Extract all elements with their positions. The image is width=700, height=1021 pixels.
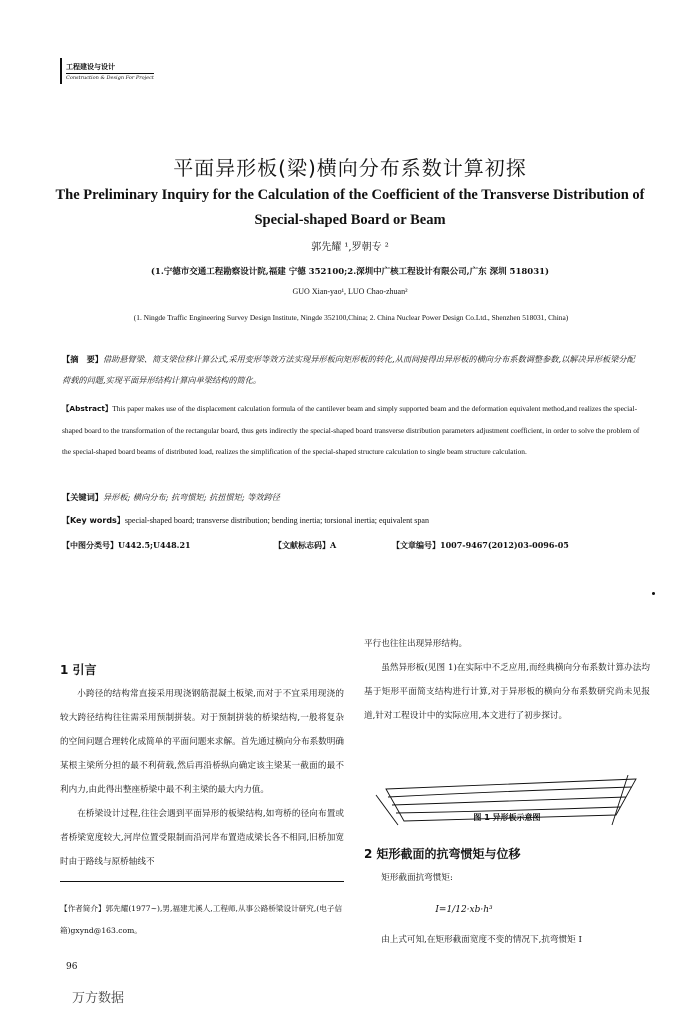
abstract-cn-label: 【摘 要】 — [62, 354, 103, 364]
paper-title-en — [50, 183, 650, 233]
board-line-2 — [392, 797, 626, 805]
footnote-rule — [60, 881, 344, 882]
section1-paragraph1: 小跨径的结构常直接采用现浇钢筋混凝土板梁,而对于不宜采用现浇的较大跨径结构往往需采用预制拼装。对于预制拼装的桥梁结构,一般将复杂的空间问题合理转化成简单的平面问题来求解。首先通过横向分布系数明确某根主梁所分担的最不利荷载,然后再沿桥纵向确定该主梁某一截面的最不利内力,由此得出整座桥梁中最不利主梁的最大内力值。 — [60, 689, 344, 795]
keywords-cn-text: 异形板; 横向分布; 抗弯惯矩; 抗扭惯矩; 等效跨径 — [102, 492, 280, 502]
abstract-cn — [62, 349, 640, 391]
watermark-text: 万方数据 — [72, 991, 125, 1006]
section2-paragraph1: 矩形截面抗弯惯矩: — [381, 873, 453, 883]
clc-number: 【中图分类号】U442.5;U448.21 — [62, 540, 191, 550]
journal-name-cn: 工程建设与设计 — [66, 63, 115, 71]
keywords-en-label: 【Key words】 — [62, 516, 125, 525]
left-column — [60, 658, 344, 874]
equation-inertia: I=1/12·xb·h³ — [435, 905, 493, 915]
author-footnote: 【作者简介】郭先耀(1977~),男,福建尤溪人,工程师,从事公路桥梁设计研究,(电子信箱)gxynd@163.com。 — [60, 904, 343, 935]
section1-heading: 1 引言 — [60, 663, 97, 677]
authors-cn: 郭先耀 ¹,罗朝专 ² — [311, 242, 389, 253]
authors-en: GUO Xian-yao¹, LUO Chao-zhuan² — [292, 287, 408, 296]
keywords-cn — [62, 487, 640, 508]
affiliation-en: (1. Ningde Traffic Engineering Survey Design Institute, Ningde 352100,China; 2. China Nuclear Power Design Co.Ltd., Shenzhen 518031, China) — [133, 313, 569, 322]
journal-name-en: Construction & Design For Project — [66, 75, 154, 81]
paper-title-cn: 平面异形板(梁)横向分布系数计算初探 — [173, 156, 527, 180]
paper-title-en-line1: The Preliminary Inquiry for the Calculation of the Coefficient of the Transverse Distribution of — [55, 187, 645, 203]
right-column — [364, 632, 650, 728]
right-paragraph1: 虽然异形板(见图 1)在实际中不乏应用,而经典横向分布系数计算办法均基于矩形平面简支结构进行计算,对于异形板的横向分布系数研究尚未见报道,针对工程设计中的实际应用,本文进行了初步探讨。 — [364, 663, 650, 721]
right-paragraph0: 平行也往往出现异形结构。 — [364, 639, 468, 649]
abstract-en — [62, 398, 640, 463]
document-code: 【文献标志码】A — [274, 540, 337, 550]
section1-paragraph2: 在桥梁设计过程,往往会遇到平面异形的板梁结构,如弯桥的径向布置或者桥梁宽度较大,河岸位置受限制而沿河岸布置造成梁长各不相同,旧桥加宽时由于路线与原桥轴线不 — [60, 809, 344, 867]
section2 — [364, 842, 650, 890]
keywords-cn-label: 【关键词】 — [62, 492, 103, 502]
abstract-en-label: 【Abstract】 — [62, 404, 113, 413]
article-number: 【文章编号】1007-9467(2012)03-0096-05 — [392, 540, 569, 550]
section2-continued — [364, 928, 650, 952]
abstract-cn-text: 借助悬臂梁、简支梁位移计算公式,采用变形等效方法实现异形板向矩形板的转化,从而间接得出异形板的横向分布系数调整参数,以解决异形板梁分配荷载的问题,实现平面异形结构计算向单梁结构的简化。 — [62, 354, 635, 385]
affiliation-cn: (1.宁德市交通工程勘察设计院,福建 宁德 352100;2.深圳中广核工程设计有限公司,广东 深圳 518031) — [150, 267, 550, 277]
board-line-1 — [388, 787, 632, 797]
keywords-en-text: special-shaped board; transverse distribution; bending inertia; torsional inertia; equivalent span — [124, 516, 429, 525]
page-number: 96 — [66, 962, 78, 972]
keywords-en — [62, 510, 640, 531]
stray-dot — [652, 592, 655, 595]
figure1-caption: 图 1 异形板示意图 — [473, 813, 541, 822]
paper-title-en-line2: Special-shaped Board or Beam — [254, 212, 446, 228]
section2-heading: 2 矩形截面的抗弯惯矩与位移 — [364, 847, 521, 861]
abstract-en-text: This paper makes use of the displacement calculation formula of the cantilever beam and simply supported beam and the deformation equivalent method,and realizes the special-shaped board to the transformation of the rectangular board, thus gets indirectly the special-shaped board transverse distribution parameters adjustment coefficient, in order to solve the problem of the special-shaped board beams of distributed load, realizes the simplification of the special-shaped structure calculation to single beam structure calculation. — [62, 404, 640, 456]
section2-paragraph2: 由上式可知,在矩形截面宽度不变的情况下,抗弯惯矩 I — [381, 935, 582, 945]
